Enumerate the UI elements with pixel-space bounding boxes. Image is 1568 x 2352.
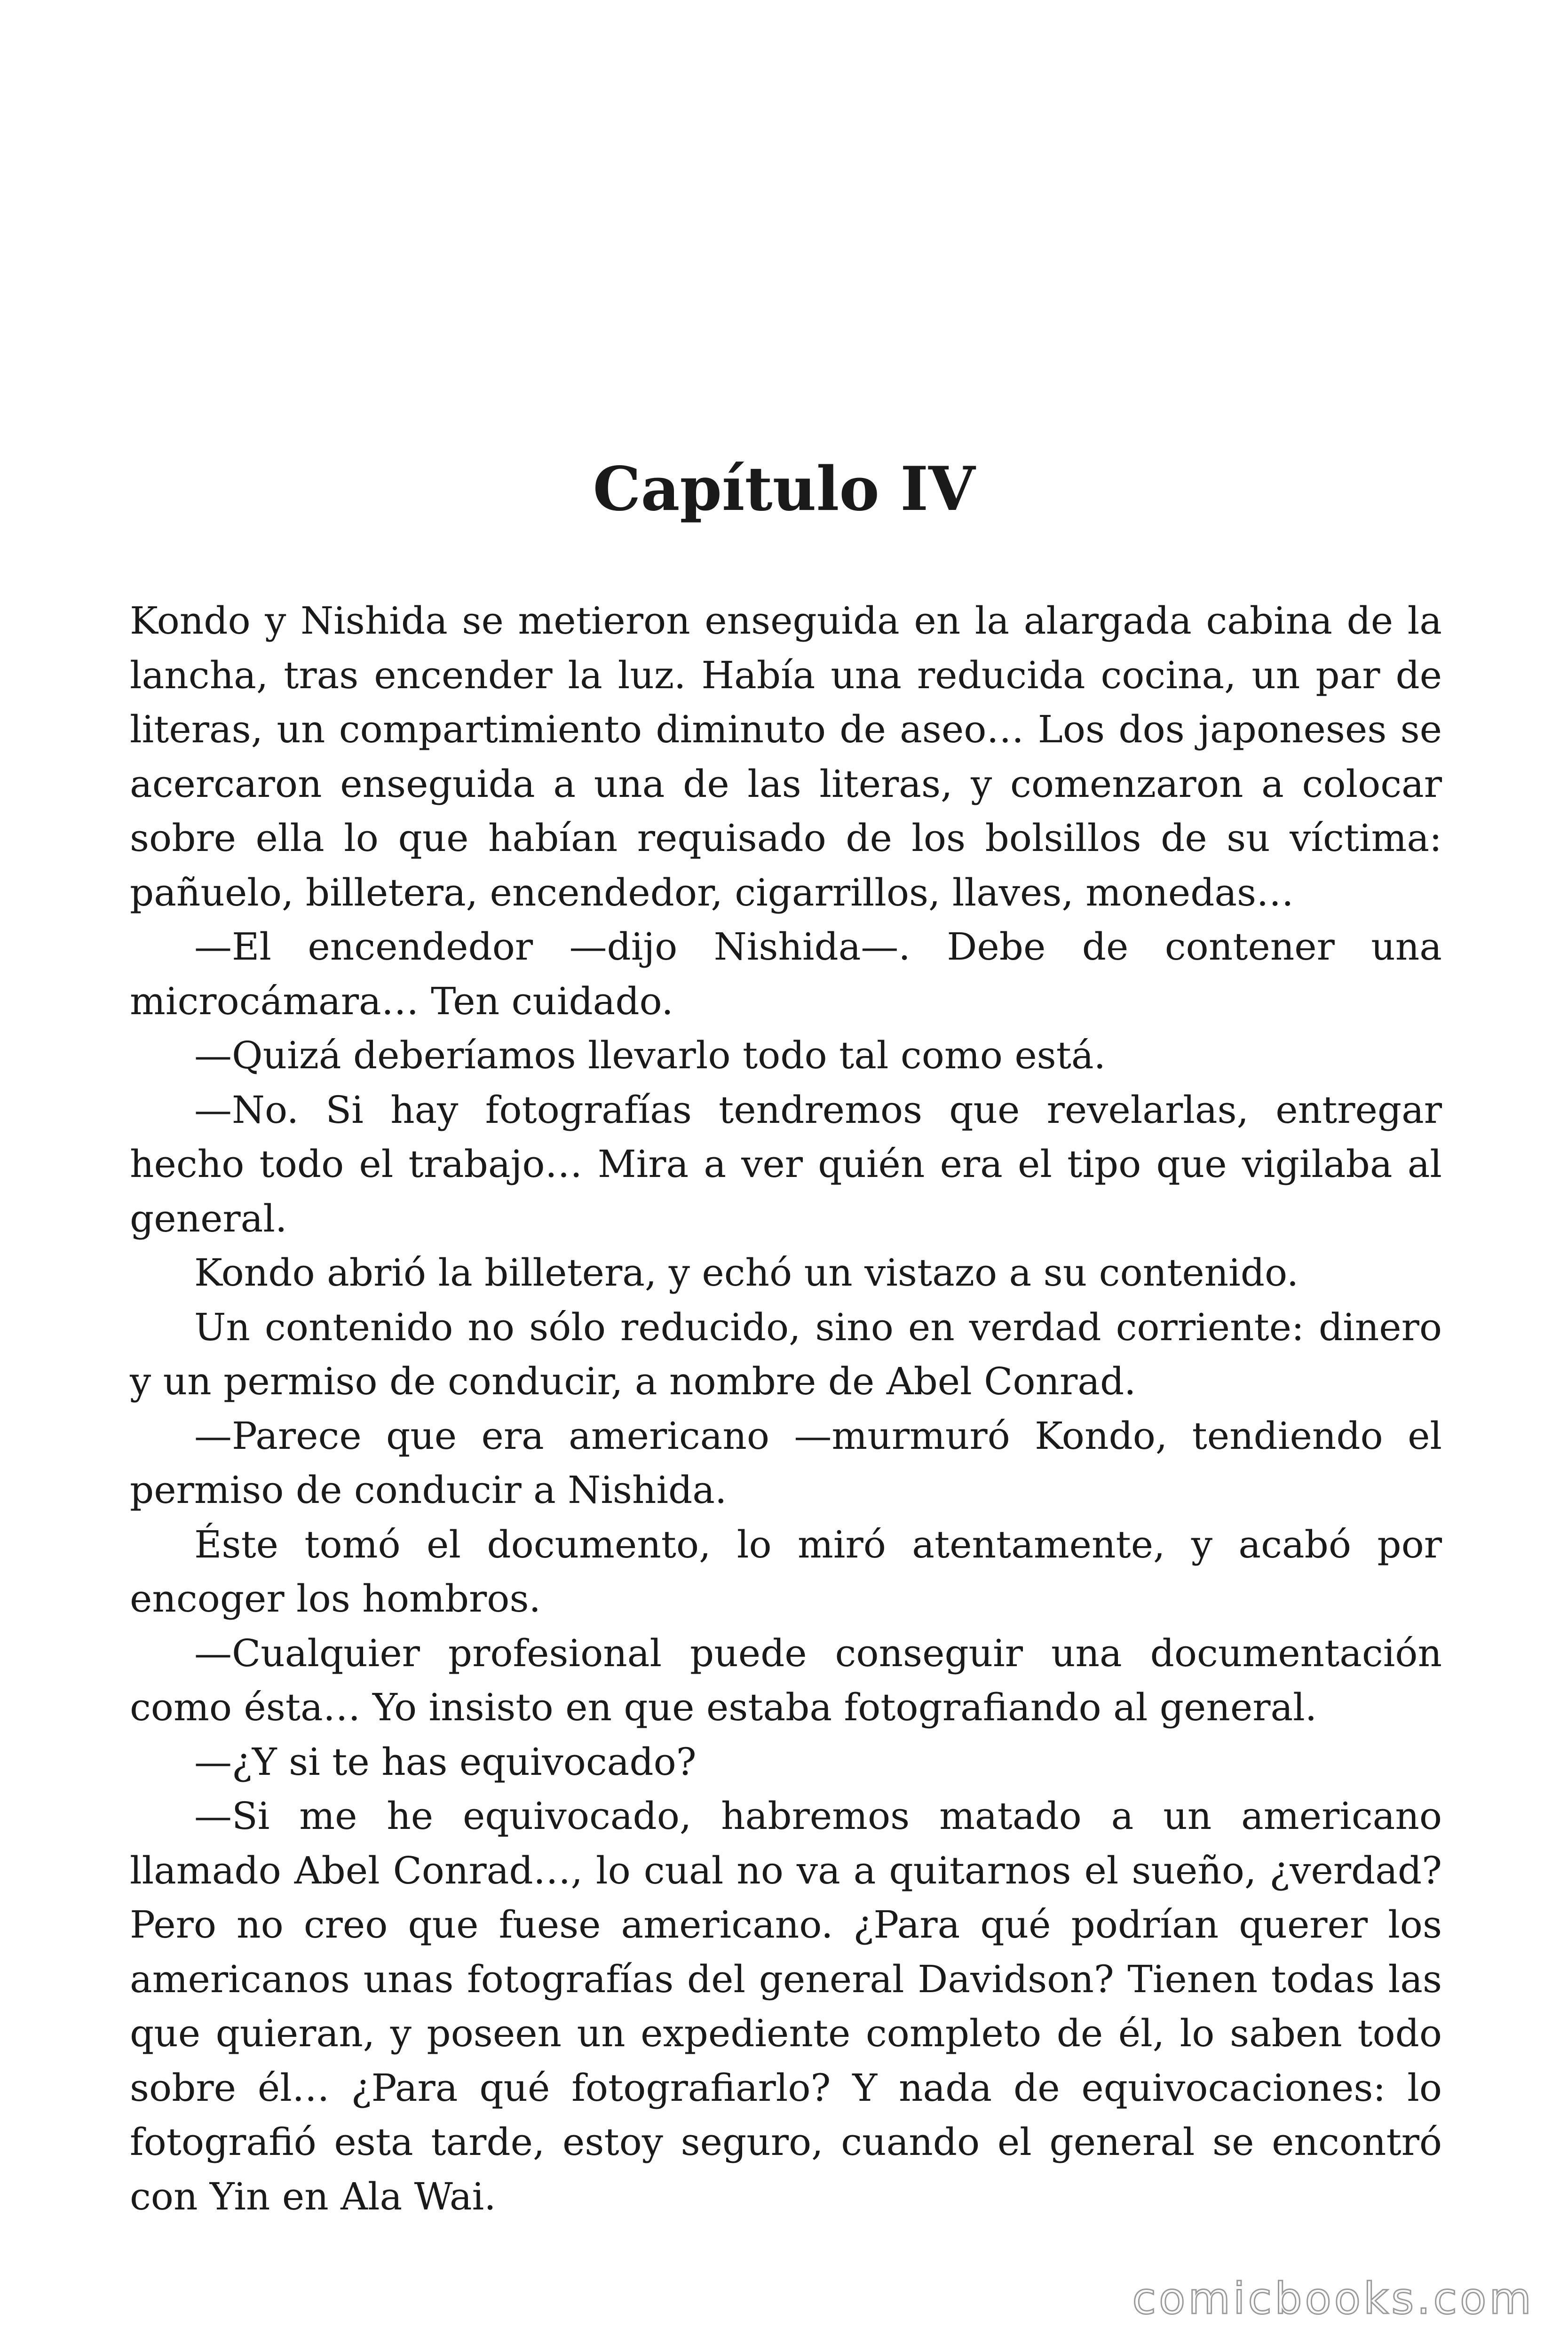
paragraph: Éste tomó el documento, lo miró atentamente, y acabó por encoger los hombros. <box>130 1522 1442 1621</box>
chapter-body <box>130 594 1442 2224</box>
paragraph: Kondo y Nishida se metieron enseguida en la alargada cabina de la lancha, tras encender la luz. Había una reducida cocina, un par de literas, un compartimiento diminuto de aseo… Los dos japoneses se acercaron enseguida a una de las literas, y comenzaron a colocar sobre ella lo que habían requisado de los bolsillos de su víctima: pañuelo, billetera, encendedor, cigarrillos, llaves, monedas… <box>130 599 1442 914</box>
paragraph: Un contenido no sólo reducido, sino en verdad corriente: dinero y un permiso de conducir, a nombre de Abel Conrad. <box>130 1305 1442 1403</box>
paragraph: —¿Y si te has equivocado? <box>194 1740 697 1784</box>
paragraph: —No. Si hay fotografías tendremos que revelarlas, entregar hecho todo el trabajo… Mira a ver quién era el tipo que vigilaba al general. <box>130 1088 1442 1240</box>
watermark-logo: comicbooks.com <box>1132 2273 1534 2324</box>
chapter-title: Capítulo IV <box>593 454 975 524</box>
paragraph: —El encendedor —dijo Nishida—. Debe de contener una microcámara… Ten cuidado. <box>130 925 1442 1023</box>
paragraph: —Quizá deberíamos llevarlo todo tal como está. <box>194 1033 1106 1077</box>
paragraph: —Cualquier profesional puede conseguir una documentación como ésta… Yo insisto en que estaba fotografiando al general. <box>130 1631 1442 1729</box>
paragraph: Kondo abrió la billetera, y echó un vistazo a su contenido. <box>194 1251 1299 1295</box>
paragraph: —Si me he equivocado, habremos matado a un americano llamado Abel Conrad…, lo cual no va a quitarnos el sueño, ¿verdad? Pero no creo que fuese americano. ¿Para qué podrían querer los americanos unas fotografías del general Davidson? Tienen todas las que quieran, y poseen un expediente completo de él, lo saben todo sobre él… ¿Para qué fotografiarlo? Y nada de equivocaciones: lo fotografió esta tarde, estoy seguro, cuando el general se encontró con Yin en Ala Wai. <box>130 1794 1442 2218</box>
paragraph: —Parece que era americano —murmuró Kondo, tendiendo el permiso de conducir a Nishida. <box>130 1414 1442 1512</box>
